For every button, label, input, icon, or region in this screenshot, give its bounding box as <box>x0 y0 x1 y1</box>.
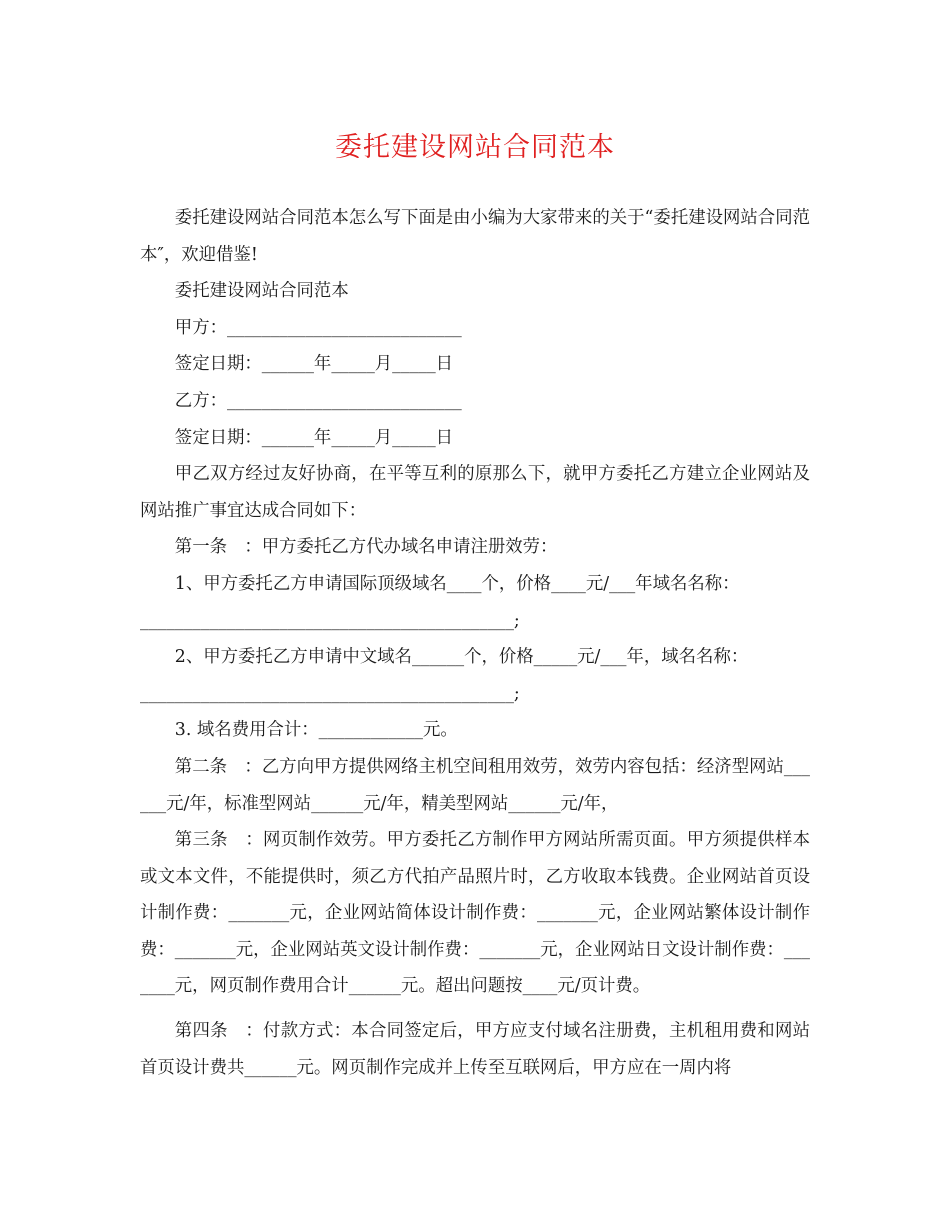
article-1-item-2-blank: ___________________________________________; <box>140 683 520 704</box>
preamble-paragraph: 甲乙双方经过友好协商，在平等互利的原那么下，就甲方委托乙方建立企业网站及网站推广事宜达成合同如下： <box>140 464 810 521</box>
article-1-item-2: 2、甲方委托乙方申请中文域名______个，价格_____元/___年，域名名称： <box>174 647 749 668</box>
article-1-item-1: 1、甲方委托乙方申请国际顶级域名____个，价格____元/___年域名名称： <box>174 573 740 594</box>
document-title: 委托建设网站合同范本 <box>335 132 615 163</box>
contract-heading: 委托建设网站合同范本 <box>174 281 349 302</box>
party-b-line: 乙方：___________________________ <box>174 390 462 411</box>
intro-paragraph: 委托建设网站合同范本怎么写下面是由小编为大家带来的关于“委托建设网站合同范本″，欢迎借鉴! <box>140 208 810 265</box>
party-a-line: 甲方：___________________________ <box>174 317 462 338</box>
article-1-item-3: 3. 域名费用合计：____________元。 <box>174 720 458 741</box>
document-body <box>140 200 810 1086</box>
article-4-paragraph: 第四条 ：付款方式：本合同签定后，甲方应支付域名注册费，主机租用费和网站首页设计费共______元。网页制作完成并上传至互联网后，甲方应在一周内将 <box>140 1021 810 1078</box>
party-a-date-line: 签定日期：______年_____月_____日 <box>174 354 454 375</box>
article-1-heading: 第一条 ：甲方委托乙方代办域名申请注册效劳： <box>174 537 558 558</box>
article-3-paragraph: 第三条 ：网页制作效劳。甲方委托乙方制作甲方网站所需页面。甲方须提供样本或文本文件，不能提供时，须乙方代拍产品照片时，乙方收取本钱费。企业网站首页设计制作费：_______元，企业网站简体设计制作费：_______元，企业网站繁体设计制作费：_______元，企业网站英文设计制作费：_______元，企业网站日文设计制作费：_______元，网页制作费用合计______元。超出问题按____元/页计费。 <box>140 830 810 997</box>
article-1-item-1-blank: ___________________________________________; <box>140 610 520 631</box>
party-b-date-line: 签定日期：______年_____月_____日 <box>174 427 454 448</box>
article-2-paragraph: 第二条 ：乙方向甲方提供网络主机空间租用效劳，效劳内容包括：经济型网站______元/年，标准型网站______元/年，精美型网站______元/年， <box>140 756 810 814</box>
